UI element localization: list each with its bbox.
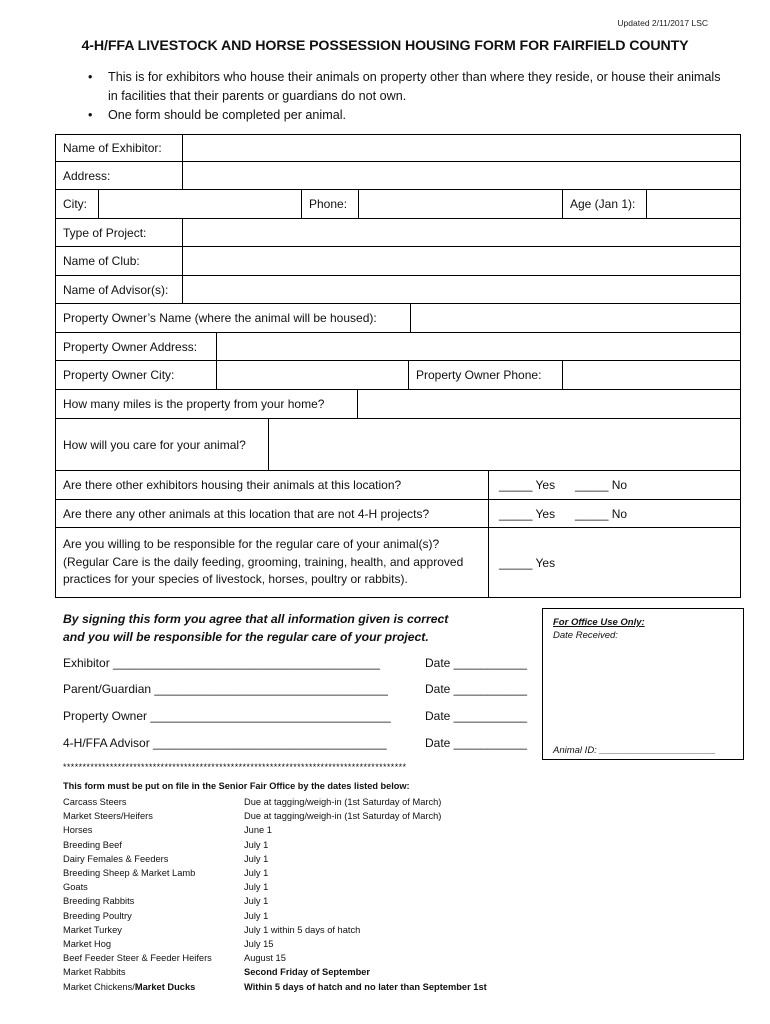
list-item: Market Hog July 15 xyxy=(63,939,274,950)
row-address xyxy=(55,162,741,190)
input-care[interactable] xyxy=(269,419,740,470)
row-owner-name xyxy=(55,304,741,333)
label-other-animals: Are there any other animals at this location that are not 4-H projects? xyxy=(56,500,489,527)
no-option[interactable]: _____ No xyxy=(575,506,628,521)
row-advisor xyxy=(55,276,741,304)
list-item: Market Turkey July 1 within 5 days of hatch xyxy=(63,924,361,935)
list-item: Breeding Rabbits July 1 xyxy=(63,896,269,907)
list-item: Beef Feeder Steer & Feeder Heifers August 15 xyxy=(63,953,286,964)
yes-option[interactable]: _____ Yes xyxy=(499,506,556,521)
label-name-of-exhibitor: Name of Exhibitor: xyxy=(56,135,183,161)
row-other-animals xyxy=(55,500,741,528)
label-property-owner-city: Property Owner City: xyxy=(56,361,217,389)
label-care: How will you care for your animal? xyxy=(56,419,269,470)
input-name-of-advisor[interactable] xyxy=(183,276,740,303)
input-property-owner-city[interactable] xyxy=(217,361,409,389)
answer-other-animals xyxy=(489,500,740,527)
answer-other-exhibitors xyxy=(489,471,740,499)
instruction-item: • One form should be completed per animal. xyxy=(88,108,347,122)
list-item: Breeding Sheep & Market Lamb July 1 xyxy=(63,868,269,879)
input-age[interactable] xyxy=(647,190,740,218)
row-city xyxy=(55,190,741,219)
input-name-of-exhibitor[interactable] xyxy=(183,135,740,161)
label-address: Address: xyxy=(56,162,183,189)
input-address[interactable] xyxy=(183,162,740,189)
list-item: Dairy Females & Feeders July 1 xyxy=(63,853,269,864)
list-item: Horses June 1 xyxy=(63,825,272,836)
schedule-title: This form must be put on file in the Senior Fair Office by the dates listed below: xyxy=(63,781,410,791)
yes-option[interactable]: _____ Yes xyxy=(499,555,556,570)
list-item: Goats July 1 xyxy=(63,882,269,893)
label-property-owner-address: Property Owner Address: xyxy=(56,333,217,360)
label-phone: Phone: xyxy=(302,190,359,218)
input-property-owner-phone[interactable] xyxy=(563,361,740,389)
office-heading: For Office Use Only: xyxy=(553,617,645,628)
label-name-of-club: Name of Club: xyxy=(56,247,183,275)
answer-willing xyxy=(489,528,740,597)
schedule-list xyxy=(63,795,487,994)
input-property-owner-address[interactable] xyxy=(217,333,740,360)
label-type-of-project: Type of Project: xyxy=(56,219,183,246)
date-parent-guardian[interactable]: Date ___________ xyxy=(425,682,528,696)
row-miles xyxy=(55,390,741,419)
row-exhibitor xyxy=(55,134,741,162)
page-title: 4-H/FFA LIVESTOCK AND HORSE POSSESSION HOUSING FORM FOR FAIRFIELD COUNTY xyxy=(81,38,689,54)
input-phone[interactable] xyxy=(359,190,563,218)
label-city: City: xyxy=(56,190,99,218)
input-name-of-club[interactable] xyxy=(183,247,740,275)
input-type-of-project[interactable] xyxy=(183,219,740,246)
row-owner-city xyxy=(55,361,741,390)
row-care xyxy=(55,419,741,471)
row-willing xyxy=(55,528,741,598)
row-other-exhibitors xyxy=(55,471,741,500)
label-name-of-advisor: Name of Advisor(s): xyxy=(56,276,183,303)
date-property-owner[interactable]: Date ___________ xyxy=(425,709,528,723)
label-willing: Are you willing to be responsible for the regular care of your animal(s)? (Regular Care is the daily feeding, grooming, training, health, and approved practices for your species of livestock, horses, poultry or rabbits). xyxy=(56,528,489,597)
instructions-list xyxy=(88,68,728,125)
date-advisor[interactable]: Date ___________ xyxy=(425,736,528,750)
signing-statement: By signing this form you agree that all information given is correct and you will be responsible for the regular care of your project. xyxy=(63,612,449,644)
date-exhibitor[interactable]: Date ___________ xyxy=(425,656,528,670)
row-owner-address xyxy=(55,333,741,361)
updated-note: Updated 2/11/2017 LSC xyxy=(617,18,708,28)
office-animal-id: Animal ID: ______________________ xyxy=(553,745,716,756)
input-city[interactable] xyxy=(99,190,302,218)
office-use-box xyxy=(542,608,744,760)
signature-exhibitor[interactable]: Exhibitor ________________________________________ xyxy=(63,656,380,670)
input-miles[interactable] xyxy=(358,390,740,418)
label-age: Age (Jan 1): xyxy=(563,190,647,218)
list-item: Market Steers/Heifers Due at tagging/weigh-in (1st Saturday of March) xyxy=(63,811,442,822)
instruction-item: • This is for exhibitors who house their animals on property other than where they reside, or house their animals in facilities that their parents or guardians do not own. xyxy=(88,70,721,103)
office-date-received: Date Received: xyxy=(553,630,618,641)
label-other-exhibitors: Are there other exhibitors housing their animals at this location? xyxy=(56,471,489,499)
label-miles: How many miles is the property from your home? xyxy=(56,390,358,418)
list-item: Breeding Poultry July 1 xyxy=(63,910,269,921)
no-option[interactable]: _____ No xyxy=(575,478,628,492)
row-club xyxy=(55,247,741,276)
signature-parent-guardian[interactable]: Parent/Guardian ___________________________________ xyxy=(63,682,388,696)
signature-advisor[interactable]: 4-H/FFA Advisor ___________________________________ xyxy=(63,736,387,750)
yes-option[interactable]: _____ Yes xyxy=(499,478,556,492)
list-item: Carcass Steers Due at tagging/weigh-in (1st Saturday of March) xyxy=(63,797,442,807)
list-item: Market Rabbits Second Friday of September xyxy=(63,967,371,978)
row-project xyxy=(55,219,741,247)
label-property-owner-phone: Property Owner Phone: xyxy=(409,361,563,389)
signature-property-owner[interactable]: Property Owner ____________________________________ xyxy=(63,709,391,723)
list-item: Market Chickens/Market Ducks Within 5 days of hatch and no later than September 1st xyxy=(63,981,487,992)
divider-stars: **************************************************************************************** xyxy=(63,762,407,772)
input-property-owner-name[interactable] xyxy=(411,304,740,332)
list-item: Breeding Beef July 1 xyxy=(63,839,269,850)
housing-form xyxy=(55,134,741,598)
label-property-owner-name: Property Owner’s Name (where the animal will be housed): xyxy=(56,304,411,332)
